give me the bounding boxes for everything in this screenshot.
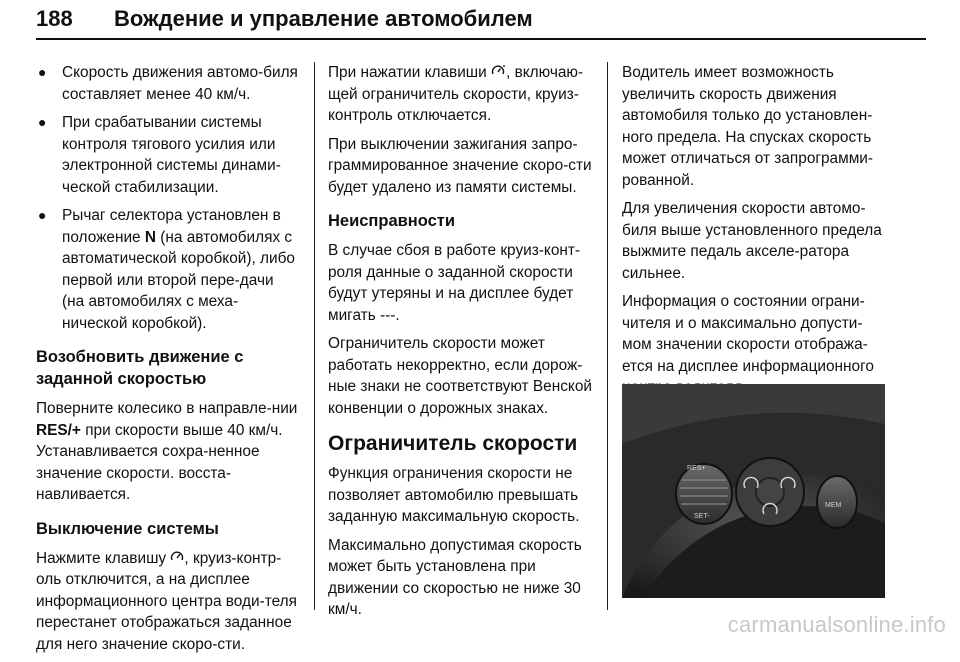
text-span: , круиз-контр-оль отключится, а на дисплее информационного центра води-теля перестанет отображаться заданное для него значение скоро-сти. bbox=[36, 549, 297, 653]
button-cluster bbox=[736, 458, 804, 526]
page-header bbox=[36, 2, 926, 40]
paragraph: При выключении зажигания запро-граммированное значение скоро-сти будет удалено из памяти системы. bbox=[328, 135, 592, 196]
column-1 bbox=[36, 62, 298, 662]
column-divider bbox=[607, 62, 608, 610]
set-label: SET- bbox=[694, 513, 710, 520]
paragraph: Информация о состоянии ограни-чителя и о максимально допусти-мом значении скорости отобража-ется на дисплее информационного bbox=[622, 293, 874, 375]
column-2 bbox=[328, 62, 596, 628]
paragraph: Ограничитель скорости может работать некорректно, если дорож-ные знаки не соответствуют Венской конвенции о дорожных знаках. bbox=[328, 335, 592, 417]
text-span: , включаю-щей ограничитель скорости, круиз-контроль отключается. bbox=[328, 64, 584, 124]
list-item-text-after: (на автомобилях с автоматической коробкой), либо первой или второй пере-дачи (на автомобилях с меха-нической коробкой). bbox=[62, 228, 295, 332]
list-item-text: При срабатывании системы контроля тягового усилия или электронной системы динами-ческой стабилизации. bbox=[62, 114, 281, 196]
running-title: Вождение и управление автомобилем bbox=[114, 6, 533, 31]
text-span: Нажмите клавишу bbox=[36, 549, 171, 567]
steering-wheel-controls-image bbox=[622, 384, 885, 598]
section-heading-faults: Неисправности bbox=[328, 212, 456, 230]
section-heading-resume: Возобновить движение с заданной скоростью bbox=[36, 348, 244, 388]
cruise-control-icon bbox=[170, 550, 184, 566]
text-span: при скорости выше 40 км/ч. Устанавливается сохра-ненное значение скорости. восста-навливается. bbox=[36, 421, 283, 503]
bullet-icon: ● bbox=[38, 114, 47, 130]
bullet-icon: ● bbox=[38, 207, 47, 223]
list-item-text: Скорость движения автомо-биля составляет менее 40 км/ч. bbox=[62, 64, 298, 103]
watermark: carmanualsonline.info bbox=[727, 612, 946, 637]
mem-label: MEM bbox=[825, 502, 842, 509]
paragraph: Для увеличения скорости автомо-биля выше установленного предела выжмите педаль акселе-ратора сильнее. bbox=[622, 200, 882, 282]
paragraph bbox=[36, 548, 298, 656]
list-item bbox=[36, 205, 298, 334]
text-span: При нажатии клавиши bbox=[328, 64, 492, 81]
gear-position-n: N bbox=[144, 228, 157, 246]
list-item bbox=[36, 112, 298, 198]
paragraph: В случае сбоя в работе круиз-конт-роля данные о заданной скорости будут утеряны и на дисплее будет мигать ---. bbox=[328, 242, 581, 324]
speed-limiter-icon bbox=[491, 64, 506, 80]
bullet-icon: ● bbox=[38, 64, 47, 80]
column-divider bbox=[314, 62, 315, 610]
paragraph bbox=[36, 398, 298, 506]
res-button-label: RES/+ bbox=[36, 421, 81, 439]
section-heading-off: Выключение системы bbox=[36, 519, 219, 538]
paragraph: Водитель имеет возможность увеличить скорость движения автомобиля только до установлен-ного предела. На спусках скорость может отличаться от запрограмми-рованной. bbox=[622, 64, 873, 189]
page-number: 188 bbox=[36, 6, 73, 31]
text-span: Поверните колесико в направле-нии bbox=[36, 400, 298, 417]
paragraph bbox=[328, 62, 596, 127]
paragraph: Максимально допустимая скорость может быть установлена при движении со скоростью не ниже 30 км/ч. bbox=[328, 536, 582, 618]
list-item bbox=[36, 62, 298, 105]
res-label: RES+ bbox=[687, 465, 706, 472]
paragraph: Функция ограничения скорости не позволяет автомобилю превышать заданную максимальную скорость. bbox=[328, 465, 580, 525]
condition-list bbox=[36, 62, 298, 334]
header-rule bbox=[36, 38, 926, 40]
list-item-text-before: Рычаг селектора установлен в положение bbox=[62, 207, 281, 246]
section-heading-limiter: Ограничитель скорости bbox=[328, 432, 578, 455]
mem-button bbox=[817, 476, 857, 528]
